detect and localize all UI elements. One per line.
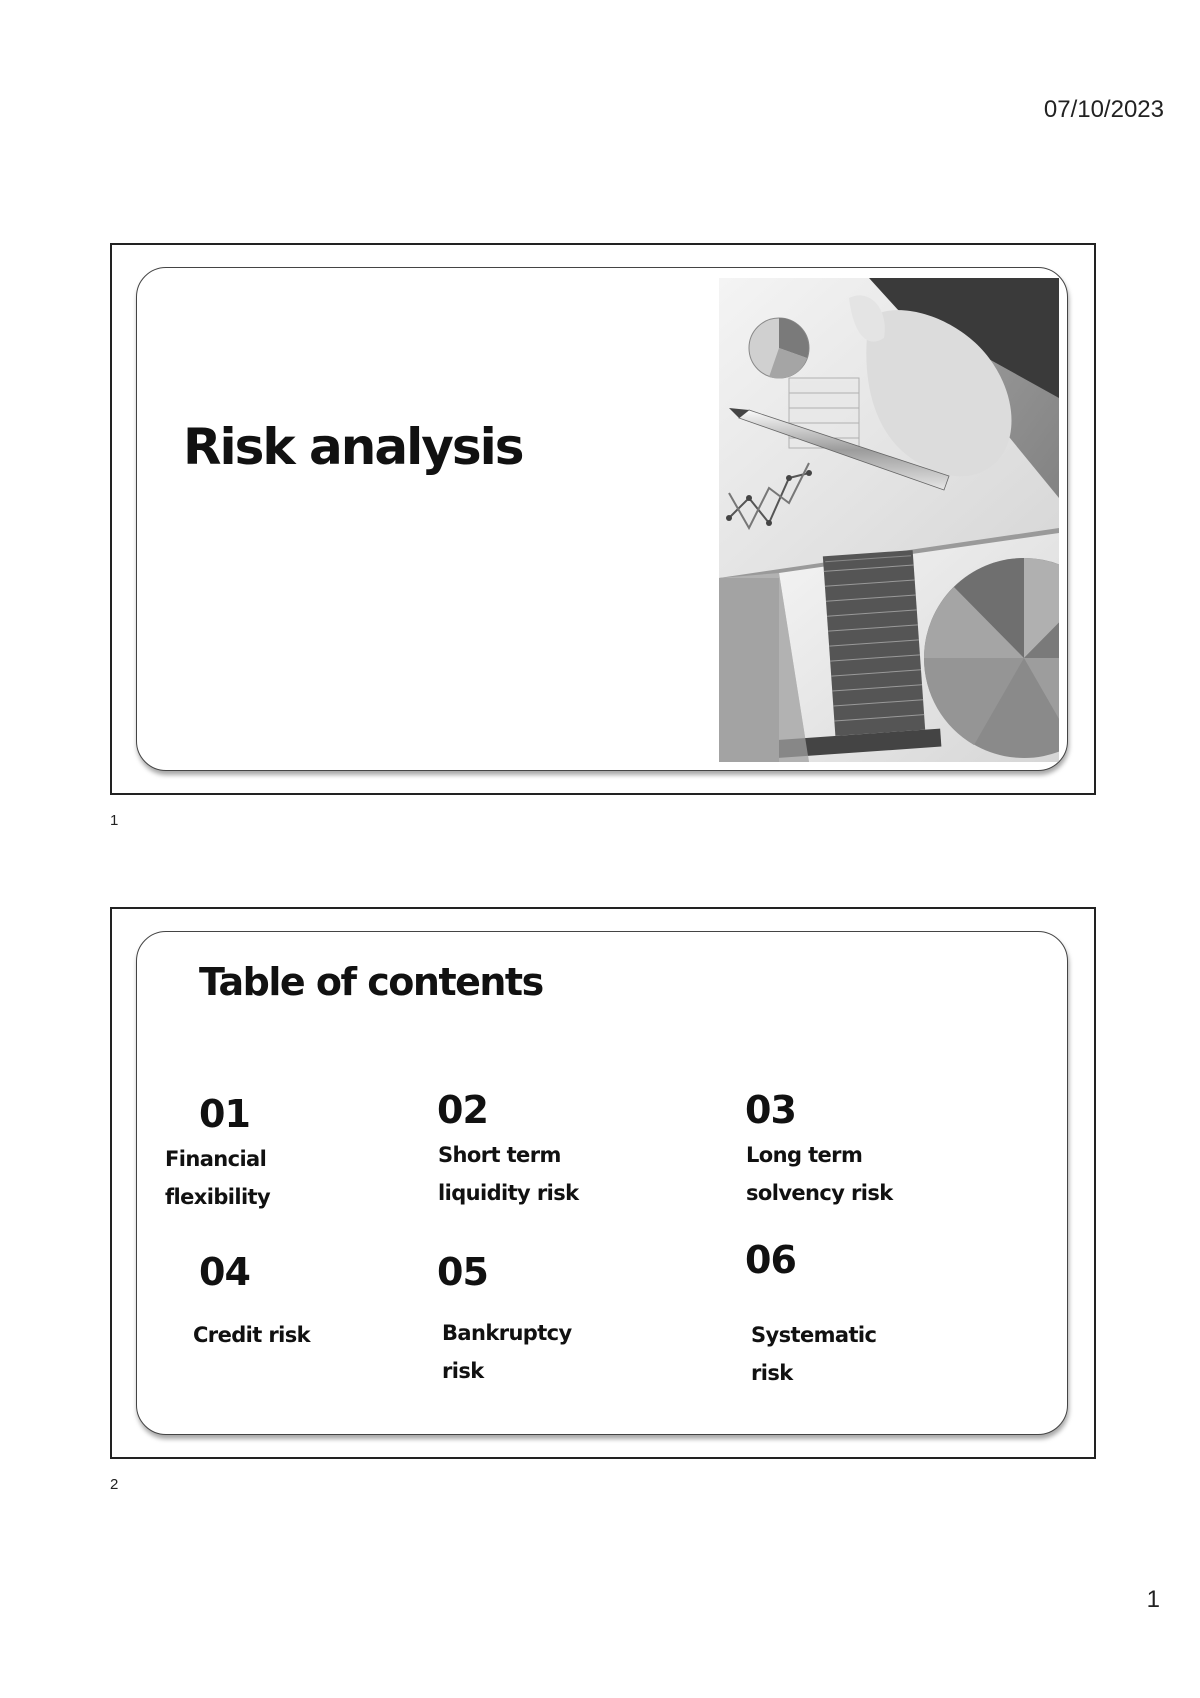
toc-item-01-number: 01 xyxy=(199,1092,250,1136)
slide-title: Risk analysis xyxy=(183,418,523,476)
slide-2-frame xyxy=(110,907,1096,1459)
toc-item-05-number: 05 xyxy=(437,1250,488,1294)
slide-1-frame xyxy=(110,243,1096,795)
toc-item-02-number: 02 xyxy=(437,1088,488,1132)
toc-item-02-label: Short term liquidity risk xyxy=(438,1143,579,1205)
toc-item-04-number: 04 xyxy=(199,1250,250,1294)
toc-item-04-label: Credit risk xyxy=(193,1323,311,1347)
slide-1-card xyxy=(136,267,1068,771)
toc-item-03-number: 03 xyxy=(745,1088,796,1132)
header-date: 07/10/2023 xyxy=(1043,96,1164,123)
toc-item-05-label: Bankruptcy risk xyxy=(442,1321,572,1383)
slide-number-1: 1 xyxy=(110,812,119,829)
toc-item-06-number: 06 xyxy=(745,1238,796,1282)
page-number: 1 xyxy=(1146,1586,1160,1613)
financial-charts-photo xyxy=(719,278,1059,762)
slide-number-2: 2 xyxy=(110,1476,119,1493)
toc-item-01-label: Financial flexibility xyxy=(165,1147,271,1209)
toc-item-06-label: Systematic risk xyxy=(751,1323,877,1385)
slide-2-card xyxy=(136,931,1068,1435)
toc-item-03-label: Long term solvency risk xyxy=(746,1143,893,1205)
toc-title: Table of contents xyxy=(199,960,543,1004)
